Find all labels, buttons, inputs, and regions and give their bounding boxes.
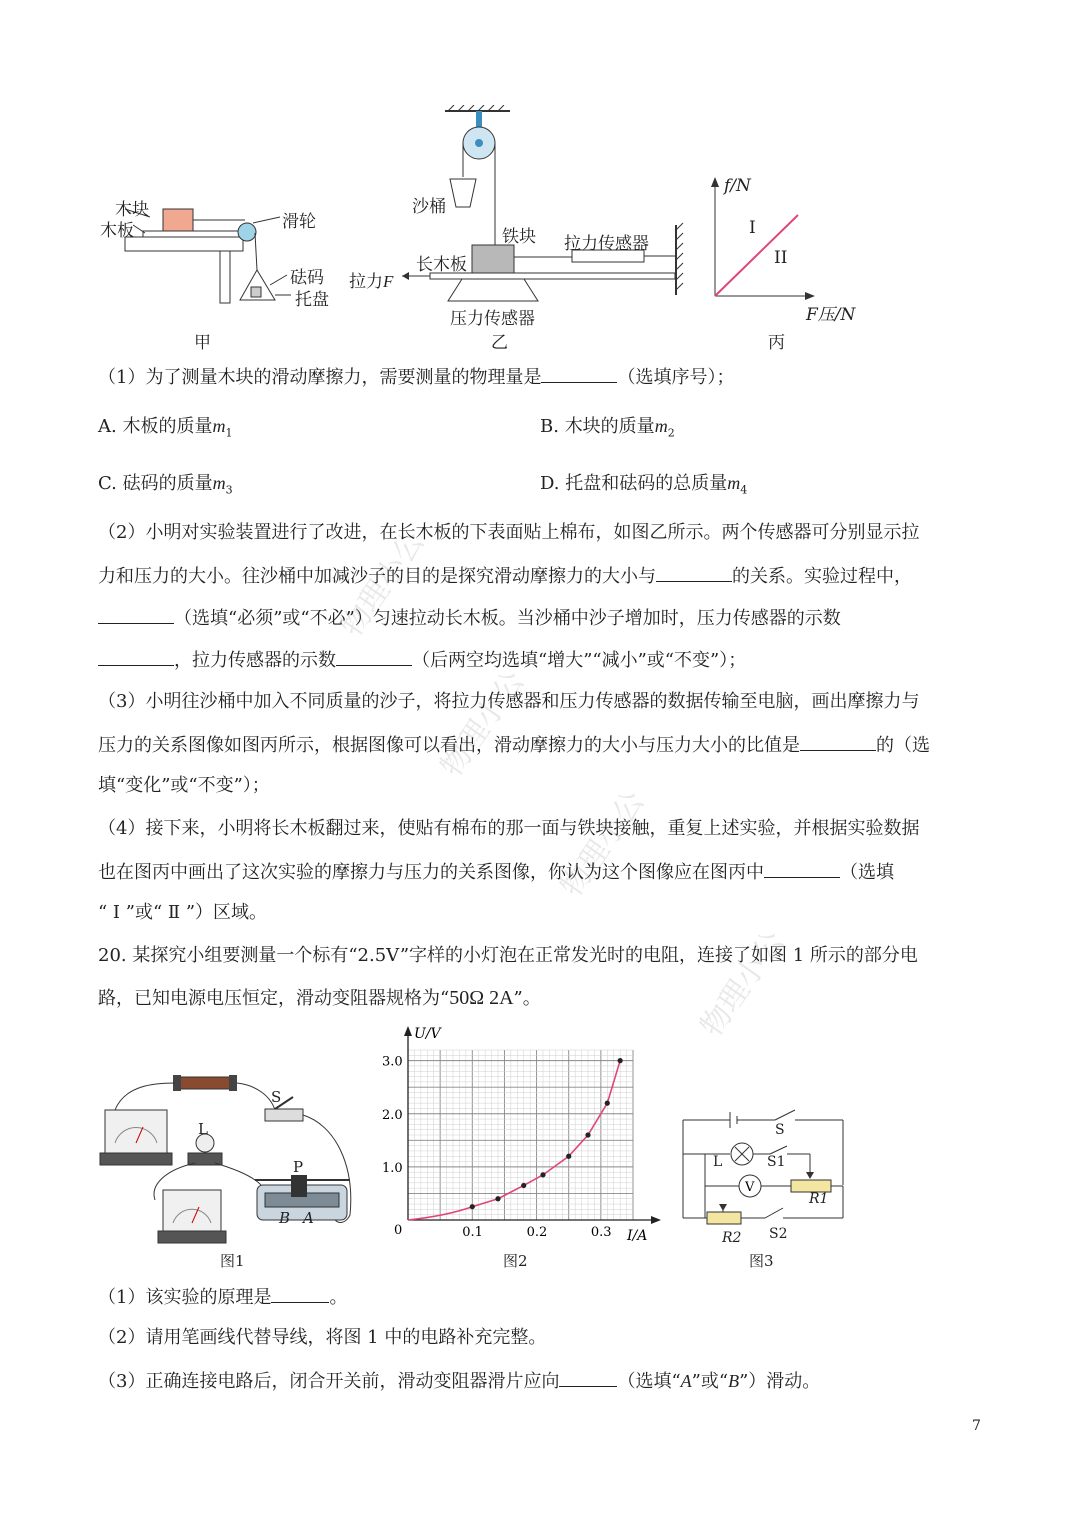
q19-part2-line4: ，拉力传感器的示数 （后两空均选填“增大”“减小”或“不变”）； [98, 647, 746, 673]
label-tray: 托盘 [295, 290, 329, 310]
y-tick-label: 2.0 [382, 1107, 403, 1123]
pulley-icon [238, 223, 256, 241]
caption-fig2: 图2 [503, 1252, 528, 1270]
q19-part4-line3: “ Ⅰ ”或“ Ⅱ ”）区域。 [98, 902, 268, 923]
label-block: 木块 [115, 200, 149, 220]
arrow-icon [402, 272, 409, 280]
q19-part3-line1: （3）小明往沙桶中加入不同质量的沙子，将拉力传感器和压力传感器的数据传输至电脑，画出摩擦力与 [98, 691, 920, 712]
table-leg [220, 251, 230, 303]
label-end-B: B [279, 1209, 291, 1227]
y-axis-label: U/V [414, 1026, 441, 1042]
label-weights: 砝码 [290, 268, 324, 288]
pressure-sensor-icon [448, 279, 538, 301]
origin-label: 0 [394, 1223, 403, 1238]
x-tick-label: 0.3 [590, 1225, 612, 1240]
label-pulley: 滑轮 [282, 212, 316, 232]
data-point [470, 1204, 475, 1209]
data-point [521, 1183, 526, 1188]
circuit-photo [95, 1065, 360, 1250]
label-slider-P: P [293, 1158, 304, 1176]
watermark: 物理小公 [554, 784, 652, 904]
q20-line1: 20. 某探究小组要测量一个标有“2.5V”字样的小灯泡在正常发光时的电阻，连接了如图 1 所示的部分电 [98, 945, 918, 966]
iu-chart [370, 1018, 670, 1243]
label-long-board: 长木板 [416, 255, 467, 275]
label-S2: S2 [769, 1226, 788, 1242]
sand-bucket-icon [450, 179, 476, 207]
option-A[interactable]: A. 木板的质量$m_1$ [98, 416, 233, 440]
caption-jia: 甲 [194, 333, 211, 353]
iron-block [472, 245, 514, 273]
battery-icon [175, 1077, 235, 1089]
q19-part2-line2: 力和压力的大小。往沙桶中加减沙子的目的是探究滑动摩擦力的大小与 的关系。实验过程中， [98, 563, 912, 589]
table-top [125, 237, 243, 251]
answer-blank[interactable] [336, 647, 412, 666]
caption-fig1: 图1 [220, 1252, 245, 1270]
label-pull-force: 拉力F [349, 272, 394, 292]
x-axis-arrow [651, 1216, 661, 1224]
label-S: S [775, 1122, 785, 1138]
caption-fig3: 图3 [749, 1252, 774, 1270]
svg-text:V: V [745, 1180, 755, 1195]
data-point [585, 1132, 590, 1137]
data-point [605, 1101, 610, 1106]
watermark: 物理小公 [694, 924, 792, 1044]
q19-part2-line3: （选填“必须”或“不必”）匀速拉动长木板。当沙桶中沙子增加时，压力传感器的示数 [98, 605, 841, 631]
y-tick-label: 1.0 [382, 1160, 403, 1176]
caption-bing: 丙 [768, 333, 785, 353]
x-axis-label: I/A [627, 1228, 648, 1243]
region-I: I [749, 218, 756, 238]
data-point [540, 1172, 545, 1177]
slider-P[interactable] [291, 1175, 307, 1197]
option-B[interactable]: B. 木块的质量$m_2$ [540, 416, 675, 440]
label-board: 木板 [100, 221, 134, 241]
switch-S1-icon [770, 1146, 787, 1154]
page-number: 7 [972, 1418, 981, 1434]
answer-blank[interactable] [98, 605, 174, 624]
answer-blank[interactable] [800, 732, 876, 751]
switch-S2-icon [765, 1208, 783, 1218]
data-point [566, 1154, 571, 1159]
option-D[interactable]: D. 托盘和砝码的总质量$m_4$ [540, 473, 748, 497]
answer-blank[interactable] [271, 1284, 329, 1303]
wood-block [163, 209, 193, 231]
caption-yi: 乙 [491, 333, 508, 353]
x-tick-label: 0.2 [526, 1225, 548, 1240]
resistor-R2-icon [707, 1212, 741, 1224]
q19-part1: （1）为了测量木块的滑动摩擦力，需要测量的物理量是 （选填序号）； [98, 364, 734, 390]
q19-part3-line2: 压力的关系图像如图丙所示，根据图像可以看出，滑动摩擦力的大小与压力大小的比值是 的（选 [98, 732, 930, 758]
data-point [618, 1058, 623, 1063]
weight-icon [251, 287, 261, 297]
q20-part1: （1）该实验的原理是 。 [98, 1284, 347, 1310]
switch-icon [265, 1109, 303, 1121]
q20-part3: （3）正确连接电路后，闭合开关前，滑动变阻器滑片应向 （选填“A”或“B”）滑动。 [98, 1368, 820, 1394]
label-tension-sensor: 拉力传感器 [564, 234, 649, 254]
label-S1: S1 [767, 1154, 786, 1170]
q19-part3-line3: 填“变化”或“不变”）； [98, 775, 270, 796]
y-tick-label: 3.0 [382, 1054, 403, 1070]
q20-line2: 路，已知电源电压恒定，滑动变阻器规格为“50Ω 2A”。 [98, 987, 541, 1009]
q19-part4-line2: 也在图丙中画出了这次实验的摩擦力与压力的关系图像，你认为这个图像应在图丙中 （选填 [98, 859, 894, 885]
answer-blank[interactable] [656, 563, 732, 582]
label-pressure-sensor: 压力传感器 [450, 309, 535, 329]
answer-blank[interactable] [98, 647, 174, 666]
y-axis-label: f/N [724, 176, 751, 196]
q20-part2: （2）请用笔画线代替导线，将图 1 中的电路补充完整。 [98, 1327, 547, 1348]
label-end-A: A [303, 1209, 314, 1227]
circuit-diagram [675, 1100, 855, 1245]
answer-blank[interactable] [541, 364, 617, 383]
region-II: II [774, 248, 788, 268]
label-L: L [713, 1154, 723, 1170]
label-R1: R1 [809, 1191, 829, 1207]
label-iron-block: 铁块 [502, 227, 536, 247]
label-R2: R2 [722, 1230, 742, 1246]
label-sand-bucket: 沙桶 [412, 197, 446, 217]
x-axis-label: F压/N [806, 305, 856, 325]
x-tick-label: 0.1 [462, 1225, 483, 1240]
q19-part2-line1: （2）小明对实验装置进行了改进，在长木板的下表面贴上棉布，如图乙所示。两个传感器可分别显示拉 [98, 522, 920, 543]
switch-S-icon [775, 1110, 795, 1120]
wood-board [143, 231, 243, 237]
answer-blank[interactable] [764, 859, 840, 878]
q19-part4-line1: （4）接下来，小明将长木板翻过来，使贴有棉布的那一面与铁块接触，重复上述实验，并根据实验数据 [98, 818, 920, 839]
label-lamp-L: L [198, 1120, 208, 1138]
data-point [495, 1196, 500, 1201]
label-switch-S: S [271, 1088, 282, 1106]
option-C[interactable]: C. 砝码的质量$m_3$ [98, 473, 233, 497]
watermark: 物理小公 [334, 524, 432, 644]
answer-blank[interactable] [559, 1368, 617, 1387]
watermark: 物理小公 [434, 664, 532, 784]
y-axis-arrow [404, 1026, 412, 1036]
